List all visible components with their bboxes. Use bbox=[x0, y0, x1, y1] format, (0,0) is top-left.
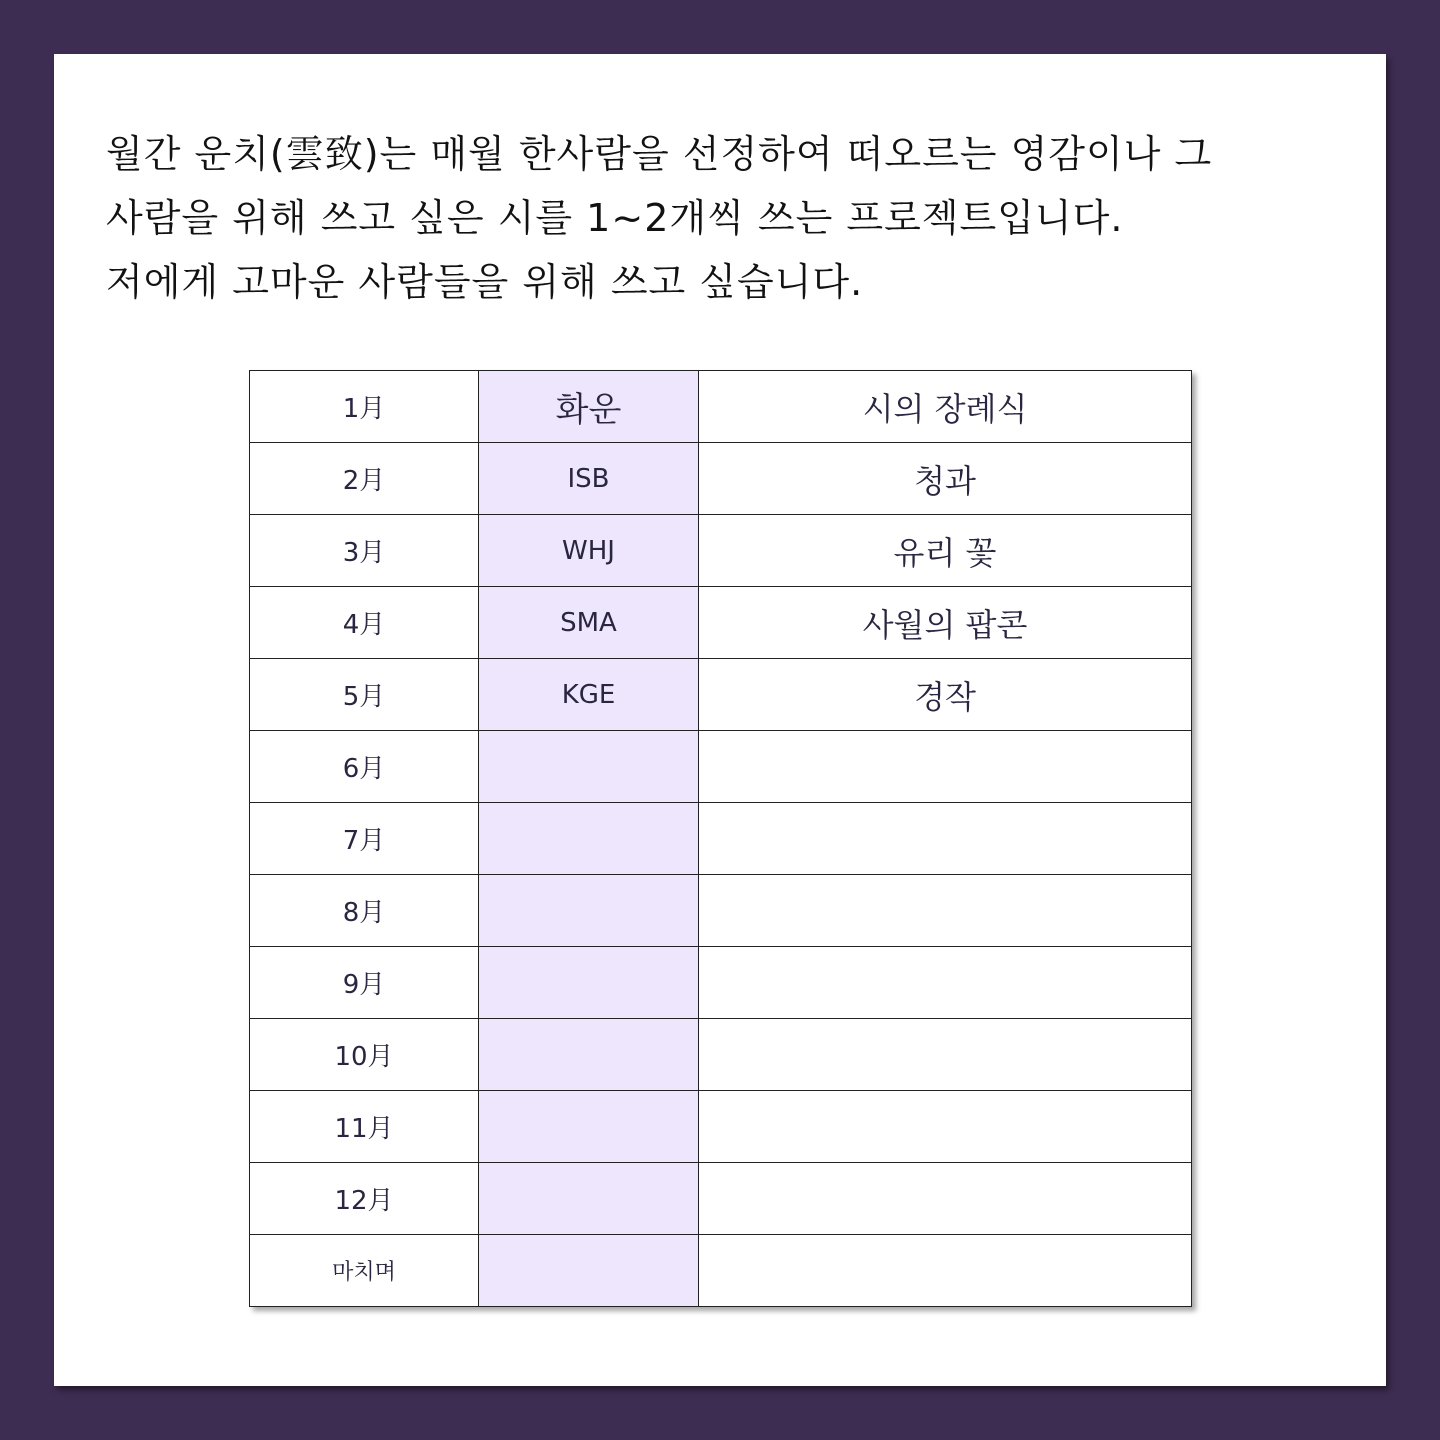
intro-text bbox=[106, 122, 1346, 314]
month-cell: 10月 bbox=[250, 1019, 479, 1091]
poem-title-cell: 시의 장례식 bbox=[699, 371, 1192, 443]
month-cell: 1月 bbox=[250, 371, 479, 443]
table-row bbox=[250, 659, 1192, 731]
poem-title-cell bbox=[699, 1235, 1192, 1307]
person-cell: 화운 bbox=[479, 371, 699, 443]
poem-title-cell bbox=[699, 875, 1192, 947]
table-row bbox=[250, 587, 1192, 659]
monthly-schedule-table bbox=[249, 370, 1192, 1307]
person-cell bbox=[479, 1091, 699, 1163]
person-cell bbox=[479, 1235, 699, 1307]
poem-title-cell bbox=[699, 731, 1192, 803]
poem-title-cell bbox=[699, 1163, 1192, 1235]
poem-title-cell bbox=[699, 1091, 1192, 1163]
month-cell: 3月 bbox=[250, 515, 479, 587]
poem-title-cell: 청과 bbox=[699, 443, 1192, 515]
closing-cell: 마치며 bbox=[250, 1235, 479, 1307]
month-cell: 12月 bbox=[250, 1163, 479, 1235]
table-row bbox=[250, 443, 1192, 515]
person-cell: WHJ bbox=[479, 515, 699, 587]
month-cell: 7月 bbox=[250, 803, 479, 875]
intro-line: 사람을 위해 쓰고 싶은 시를 1~2개씩 쓰는 프로젝트입니다. bbox=[106, 196, 1124, 240]
month-cell: 6月 bbox=[250, 731, 479, 803]
month-cell: 9月 bbox=[250, 947, 479, 1019]
person-cell: ISB bbox=[479, 443, 699, 515]
poem-title-cell bbox=[699, 947, 1192, 1019]
person-cell bbox=[479, 731, 699, 803]
table-row bbox=[250, 1091, 1192, 1163]
month-cell: 5月 bbox=[250, 659, 479, 731]
table-row bbox=[250, 803, 1192, 875]
table-row bbox=[250, 515, 1192, 587]
poem-title-cell bbox=[699, 803, 1192, 875]
person-cell bbox=[479, 1019, 699, 1091]
month-cell: 4月 bbox=[250, 587, 479, 659]
poem-title-cell: 사월의 팝콘 bbox=[699, 587, 1192, 659]
table-row bbox=[250, 875, 1192, 947]
table-row bbox=[250, 1163, 1192, 1235]
person-cell: KGE bbox=[479, 659, 699, 731]
month-cell: 11月 bbox=[250, 1091, 479, 1163]
poem-title-cell bbox=[699, 1019, 1192, 1091]
table-row bbox=[250, 947, 1192, 1019]
table-row bbox=[250, 731, 1192, 803]
intro-line: 저에게 고마운 사람들을 위해 쓰고 싶습니다. bbox=[106, 260, 864, 304]
month-cell: 8月 bbox=[250, 875, 479, 947]
person-cell bbox=[479, 947, 699, 1019]
person-cell bbox=[479, 1163, 699, 1235]
poem-title-cell: 경작 bbox=[699, 659, 1192, 731]
table-row bbox=[250, 371, 1192, 443]
month-cell: 2月 bbox=[250, 443, 479, 515]
person-cell: SMA bbox=[479, 587, 699, 659]
table-row bbox=[250, 1235, 1192, 1307]
poem-title-cell: 유리 꽃 bbox=[699, 515, 1192, 587]
person-cell bbox=[479, 803, 699, 875]
person-cell bbox=[479, 875, 699, 947]
paper-card bbox=[54, 54, 1386, 1386]
intro-line: 월간 운치(雲致)는 매월 한사람을 선정하여 떠오르는 영감이나 그 bbox=[106, 132, 1213, 176]
table-row bbox=[250, 1019, 1192, 1091]
